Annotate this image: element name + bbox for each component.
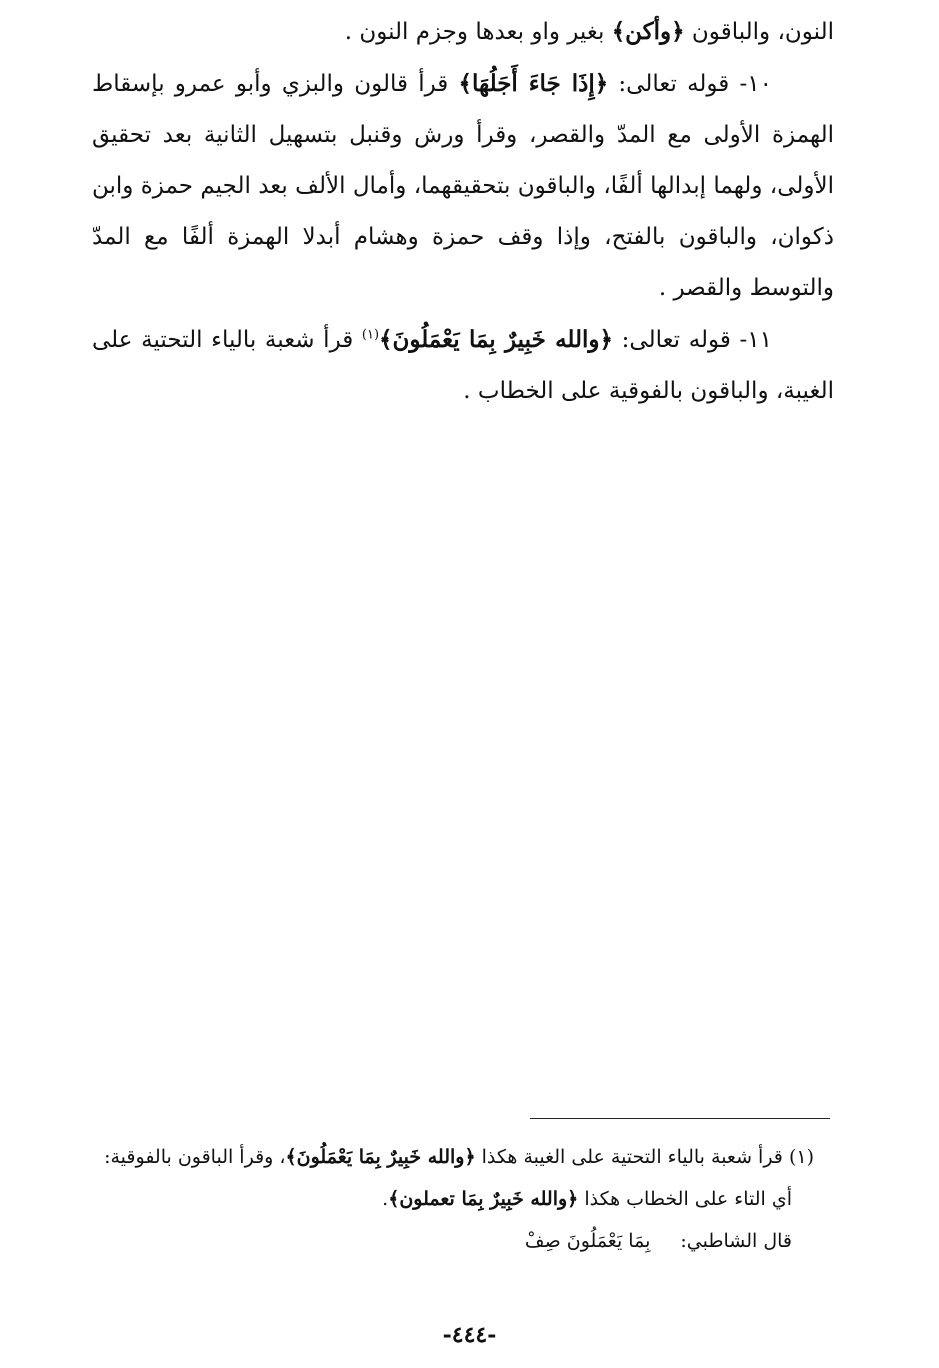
item-lead: ١٠- قوله تعالى:	[608, 71, 772, 97]
footnote-number: (١)	[788, 1146, 814, 1168]
poem-verse: بِمَا يَعْمَلُونَ صِفْ	[524, 1230, 651, 1252]
item-lead: ١١- قوله تعالى:	[613, 327, 773, 353]
paragraph-item-10	[92, 58, 834, 314]
text-run: أي التاء على الخطاب هكذا	[578, 1188, 792, 1210]
text-run: .	[382, 1188, 389, 1210]
main-text	[92, 6, 834, 417]
text-run: بغير واو بعدها وجزم النون .	[344, 19, 612, 45]
paragraph-item-11	[92, 314, 834, 417]
footnotes	[90, 1136, 814, 1262]
footnote-line	[90, 1136, 814, 1178]
text-run: قال الشاطبي:	[680, 1230, 792, 1252]
footnote-reference: (١)	[361, 327, 380, 343]
paragraph-continuation	[92, 6, 834, 58]
text-run: ، وقرأ الباقون بالفوقية:	[104, 1146, 286, 1168]
quran-quote: ﴿وأكن﴾	[611, 18, 685, 45]
quran-quote: ﴿إِذَا جَاءَ أَجَلُهَا﴾	[458, 70, 609, 97]
text-run: النون، والباقون	[684, 19, 834, 45]
footnote-line	[90, 1220, 814, 1262]
item-text: قرأ شعبة بالياء التحتية على الغيبة، والباقون بالفوقية على الخطاب .	[92, 327, 834, 404]
quran-quote: ﴿والله خَبِيرٌ بِمَا يَعْمَلُونَ﴾	[285, 1146, 476, 1168]
quran-quote: ﴿والله خَبِيرٌ بِمَا تعملون﴾	[388, 1188, 579, 1210]
footnote-line	[90, 1178, 814, 1220]
text-run: قرأ شعبة بالياء التحتية على الغيبة هكذا	[475, 1146, 789, 1168]
item-text: قرأ قالون والبزي وأبو عمرو بإسقاط الهمزة الأولى مع المدّ والقصر، وقرأ ورش وقنبل بتسهيل الثانية بعد تحقيق الأولى، ولهما إبدالها ألفًا، والباقون بتحقيقهما، وأمال الألف بعد الجيم حمزة وابن ذكوان، والباقون بالفتح، وإذا وقف حمزة وهشام أبدلا الهمزة ألفًا مع المدّ والتوسط والقصر .	[92, 71, 834, 301]
quran-quote: ﴿والله خَبِيرٌ بِمَا يَعْمَلُونَ﴾	[379, 326, 614, 353]
page-number: -٤٤٤-	[442, 1322, 497, 1348]
footnote-divider	[530, 1118, 830, 1119]
